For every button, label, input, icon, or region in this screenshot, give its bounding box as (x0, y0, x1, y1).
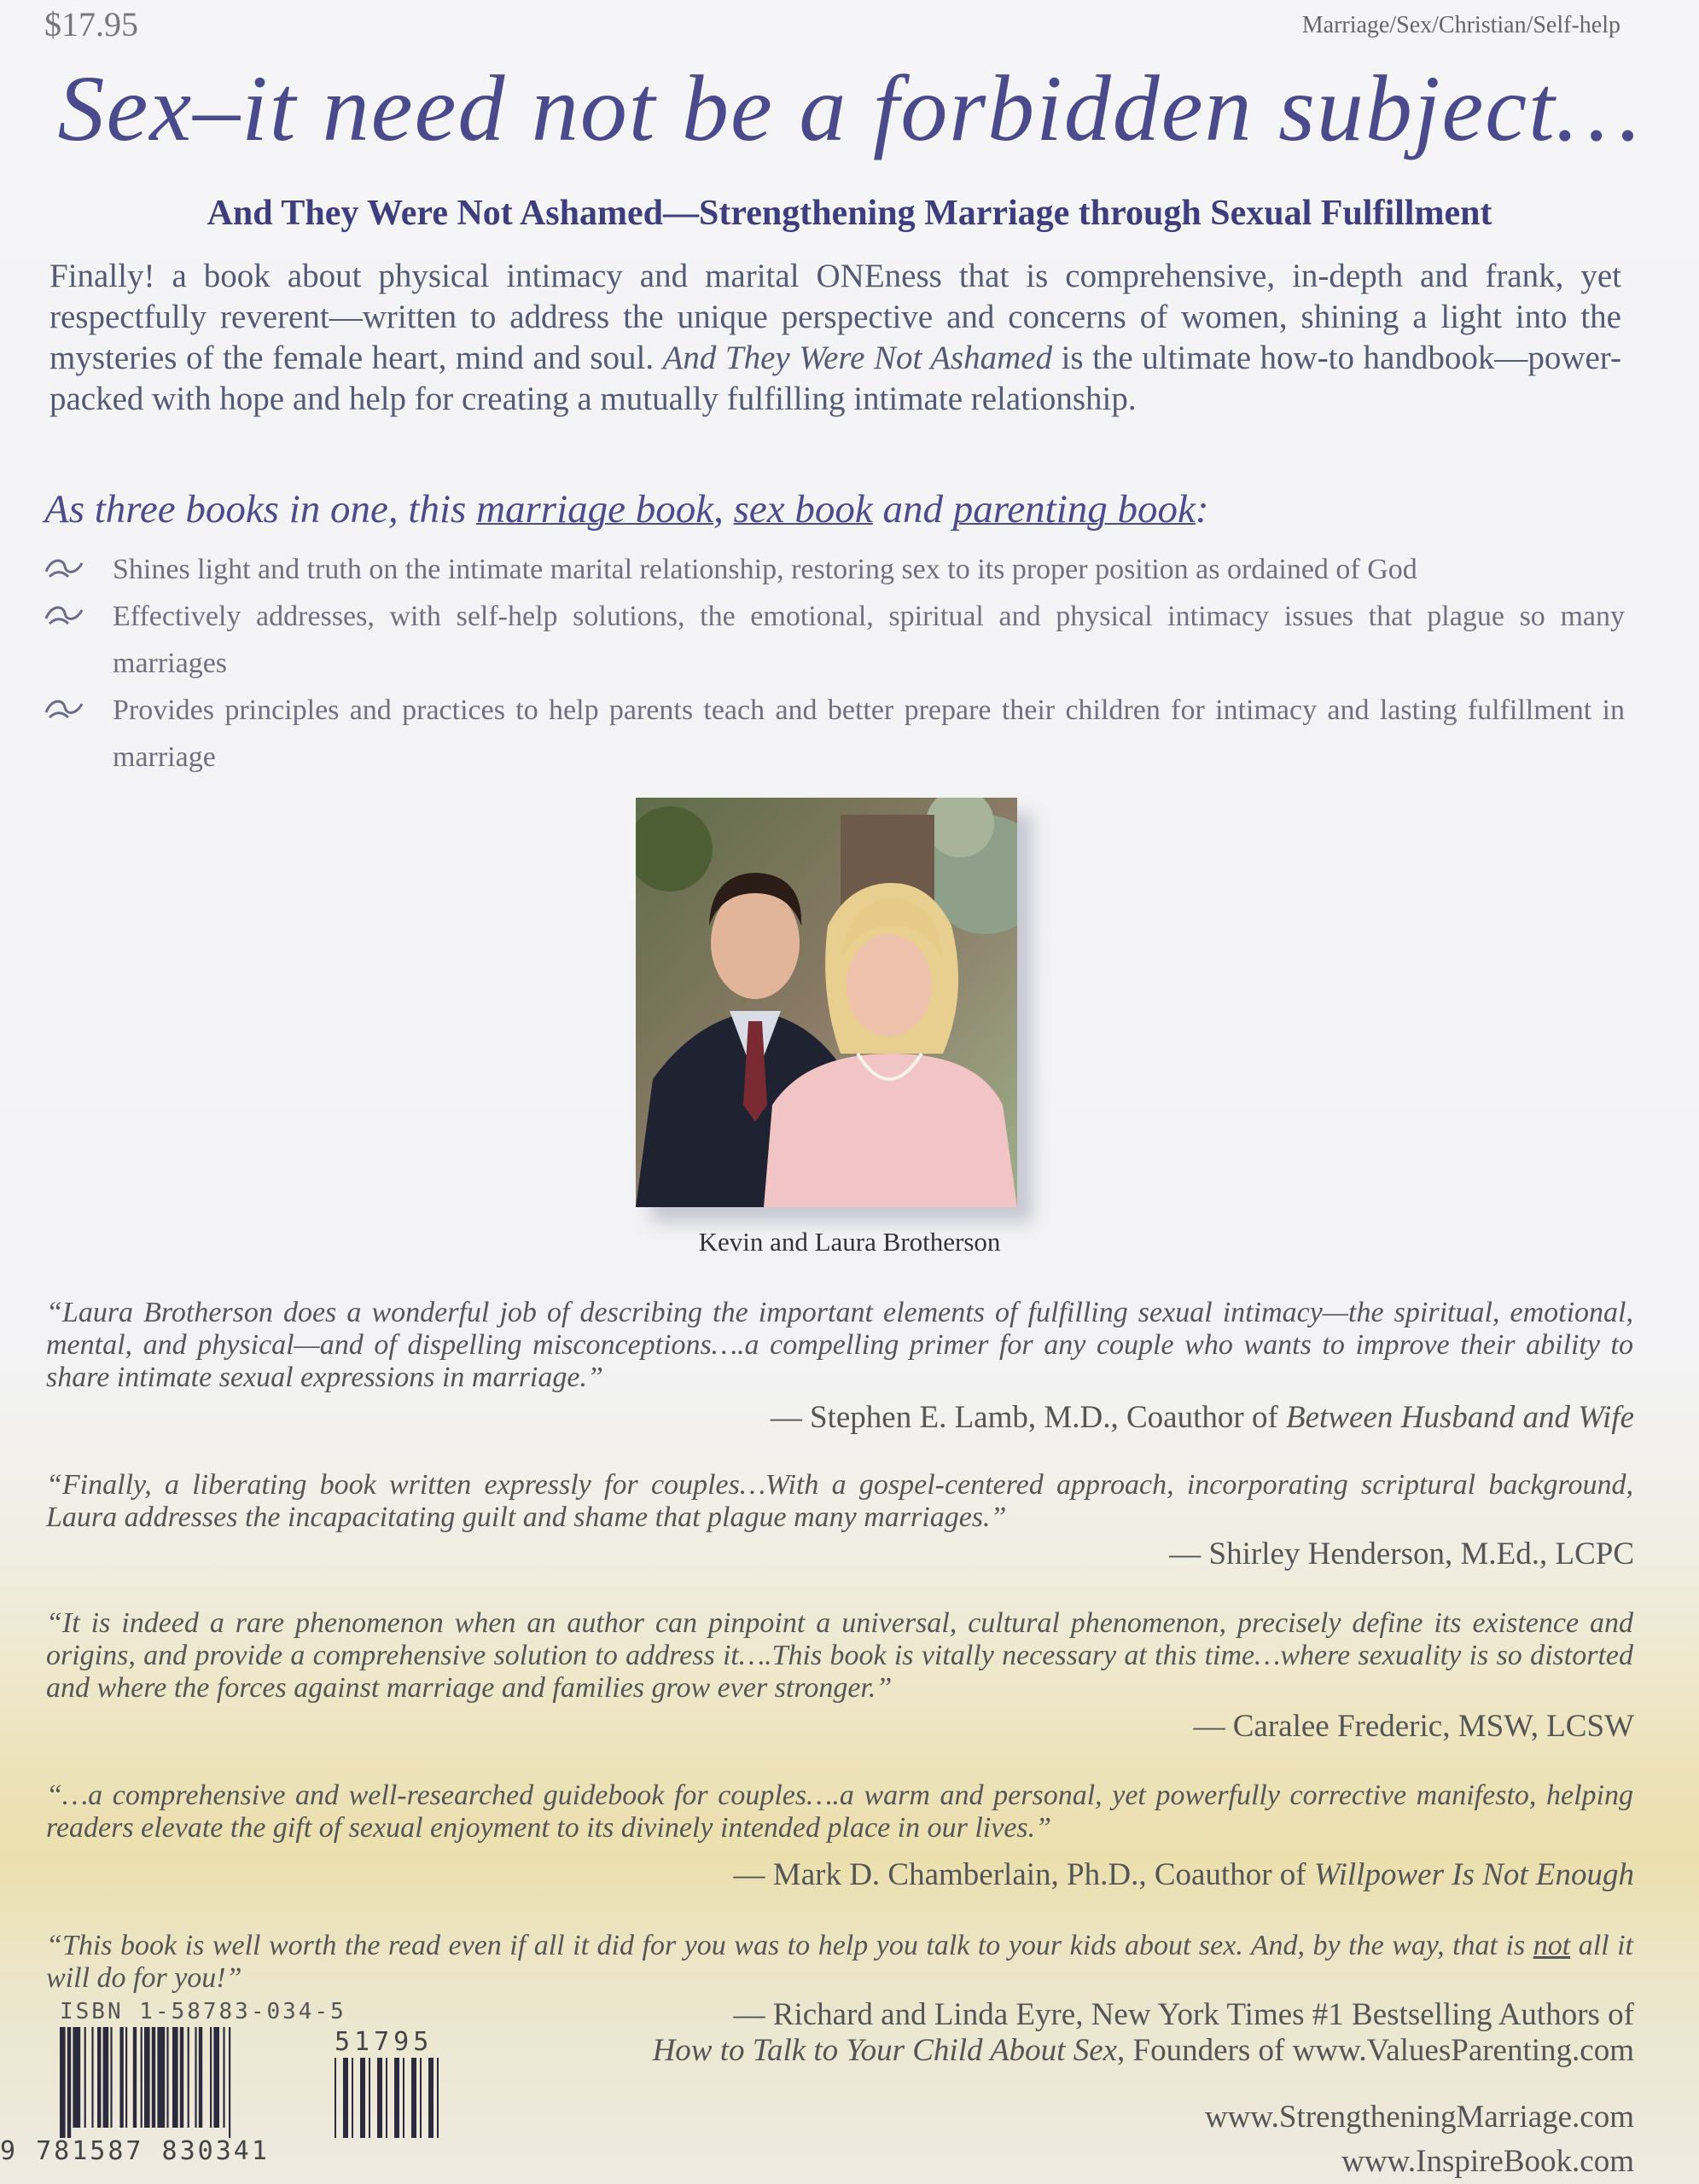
bullet-text: Shines light and truth on the intimate marital relationship, restoring sex to its proper position as ordained of God (113, 554, 1417, 585)
barcode-bar (411, 2058, 416, 2138)
list-item (44, 687, 1625, 781)
barcode-bar (420, 2058, 422, 2138)
testimonial-quote: “Laura Brotherson does a wonderful job of describing the important elements of fulfilling sexual intimacy—the spiritual, emotional, mental, and physical—and of dispelling misconceptions….a compelling primer for any couple who wants to improve their ability to share intimate sexual expressions in marriage.” (46, 1297, 1633, 1393)
barcode-bar (213, 2027, 219, 2128)
barcode-bar (144, 2027, 150, 2128)
barcode-bar (91, 2027, 93, 2128)
barcode-bar (152, 2027, 155, 2128)
book-subtitle: And They Were Not Ashamed—Strengthening Marriage through Sexual Fulfillment (207, 194, 1492, 233)
attribution-book-title: Willpower Is Not Enough (1313, 1857, 1634, 1892)
barcode-bar (195, 2027, 196, 2128)
attribution-text: — Shirley Henderson, M.Ed., LCPC (1169, 1536, 1634, 1571)
attribution-text: — Caralee Frederic, MSW, LCSW (1193, 1709, 1634, 1744)
barcode-bar (141, 2027, 143, 2128)
barcode-bar (157, 2027, 165, 2128)
separator: : (1195, 487, 1209, 531)
barcode-bar (73, 2027, 80, 2128)
barcode-bar (335, 2058, 336, 2138)
barcode-bar (97, 2027, 101, 2128)
photo-caption: Kevin and Laura Brotherson (698, 1227, 1001, 1257)
attribution-text: — Mark D. Chamberlain, Ph.D., Coauthor of (733, 1857, 1314, 1892)
category-label: Marriage/Sex/Christian/Self-help (1301, 12, 1620, 38)
testimonial-quote: “Finally, a liberating book written expressly for couples…With a gospel-centered approach, incorporating scriptural background, Laura addresses the incapacitating guilt and shame that plague many marriages.” (46, 1469, 1633, 1533)
three-books-heading (44, 486, 1209, 532)
intro-book-title: And They Were Not Ashamed (662, 340, 1053, 376)
barcode-bar (352, 2058, 353, 2138)
bullet-text: Provides principles and practices to help parents teach and better prepare their children for intimacy and lasting fulfillment in marriage (113, 694, 1625, 773)
barcode-bar (67, 2027, 71, 2138)
intro-text-before: Finally! a book about physical intimacy and marital ONEness that is comprehensive, in-depth and frank, yet respectfully reverent—written to address the unique perspective and concerns of women, shining a light into the mysteries of the female heart, mind and soul. (49, 258, 1621, 376)
barcode-number: 9 781587 830341 (0, 2136, 270, 2166)
barcode-bar (343, 2058, 348, 2138)
attribution-text: , Founders of www.ValuesParenting.com (1117, 2033, 1634, 2068)
attribution-text: — Stephen E. Lamb, M.D., Coauthor of (770, 1400, 1287, 1435)
parenting-book-label: parenting book (952, 487, 1196, 531)
list-item (44, 546, 1625, 593)
flourish-bullet-icon (44, 600, 84, 629)
three-books-lead: As three books in one, this (44, 487, 477, 531)
testimonial-attribution (734, 1856, 1634, 1893)
isbn-label: ISBN 1-58783-034-5 (60, 1999, 346, 2024)
attribution-book-title: How to Talk to Your Child About Sex (652, 2033, 1118, 2068)
attribution-text: — Richard and Linda Eyre, New York Times #1 Bestselling Authors of (733, 1997, 1634, 2032)
price: $17.95 (44, 5, 138, 44)
barcode-bar (60, 2027, 66, 2138)
barcode-bar (437, 2058, 439, 2138)
testimonial-quote: “…a comprehensive and well-researched guidebook for couples….a warm and personal, yet powerfully corrective manifesto, helping readers elevate the gift of sexual enjoyment to its divinely intended place in our lives.” (46, 1780, 1633, 1844)
barcode-bar (369, 2058, 370, 2138)
separator: and (872, 487, 953, 531)
barcode-bar (210, 2027, 212, 2128)
barcode-bar (133, 2027, 137, 2128)
bullet-text: Effectively addresses, with self-help solutions, the emotional, spiritual and physical intimacy issues that plague so many marriages (113, 601, 1625, 679)
barcode-bar (199, 2027, 202, 2128)
barcode-bar (103, 2027, 109, 2128)
sex-book-label: sex book (733, 487, 873, 531)
intro-paragraph (49, 256, 1621, 420)
quote-text: “This book is well worth the read even if all it did for you was to help you talk to your kids about sex. And, by the way, that is (46, 1930, 1533, 1961)
flourish-bullet-icon (44, 553, 84, 582)
separator: , (713, 487, 734, 531)
intro-text-after: is the ultimate how-to handbook—power-packed with hope and help for creating a mutually fulfilling intimate relationship. (49, 340, 1621, 417)
benefit-list (44, 546, 1625, 781)
barcode-bar (188, 2027, 189, 2128)
marriage-book-label: marriage book (476, 487, 714, 531)
barcode-bar (84, 2027, 86, 2128)
quote-emphasis: not (1533, 1930, 1571, 1961)
barcode-bar (180, 2027, 183, 2128)
website-link[interactable]: www.StrengtheningMarriage.com (1204, 2100, 1634, 2135)
testimonial-attribution (771, 1399, 1634, 1436)
testimonial-quote: “It is indeed a rare phenomenon when an author can pinpoint a universal, cultural phenomenon, precisely define its existence and origins, and provide a comprehensive solution to address it….This book is vitally necessary at this time…where sexuality is so distorted and where the forces against marriage and families grow ever stronger.” (46, 1607, 1633, 1704)
barcode-bar (386, 2058, 387, 2138)
list-item (44, 593, 1625, 687)
barcode-bar (166, 2027, 168, 2128)
testimonial-attribution (734, 1996, 1634, 2033)
barcode-bar (223, 2027, 224, 2128)
testimonial-attribution (1169, 1536, 1634, 1572)
flourish-bullet-icon (44, 694, 84, 723)
testimonial-quote (46, 1930, 1633, 1995)
barcode-bar (428, 2058, 433, 2138)
barcode-bar (172, 2027, 178, 2128)
barcode-bar (377, 2058, 382, 2138)
barcode-bar (125, 2027, 127, 2128)
barcode-bar (403, 2058, 404, 2138)
barcode-bar (119, 2027, 123, 2128)
website-link[interactable]: www.InspireBook.com (1341, 2144, 1634, 2179)
quote-text: all it will do for you!” (46, 1930, 1633, 1994)
barcode-bar (110, 2027, 112, 2128)
barcode-bar (229, 2027, 230, 2138)
price-code: 51795 (335, 2027, 433, 2057)
attribution-book-title: Between Husband and Wife (1286, 1400, 1634, 1435)
author-photo (636, 798, 1017, 1207)
testimonial-attribution (1193, 1708, 1634, 1745)
barcode-bar (360, 2058, 365, 2138)
barcode-bar (394, 2058, 399, 2138)
testimonial-attribution (653, 2032, 1634, 2069)
headline: Sex–it need not be a forbidden subject… (57, 56, 1642, 160)
